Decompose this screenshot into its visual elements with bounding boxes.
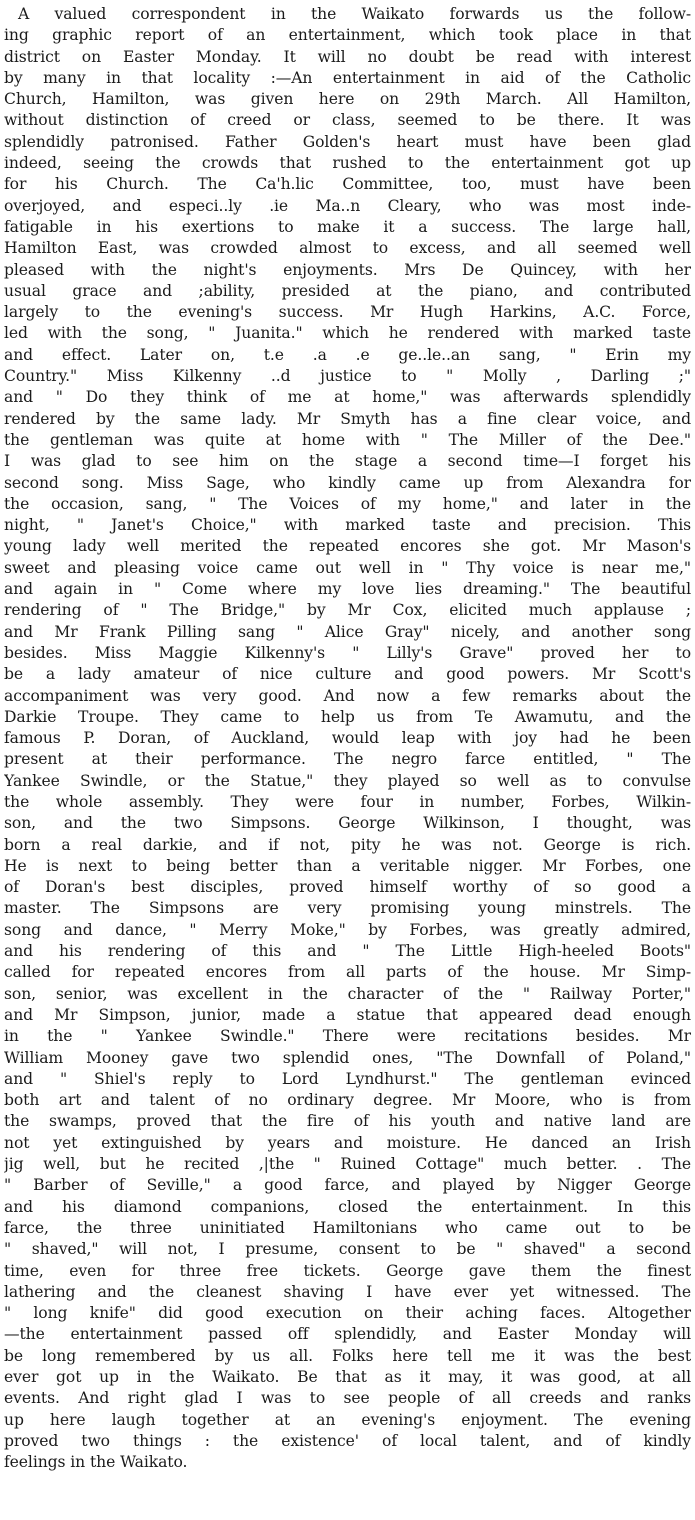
article-line: the whole assembly. They were four in number, Forbes, Wilkin- [4,792,691,811]
article-line: and Mr Frank Pilling sang " Alice Gray" nicely, and another song [4,622,691,641]
article-line: song and dance, " Merry Moke," by Forbes, was greatly admired, [4,920,691,939]
article-line: Church, Hamilton, was given here on 29th March. All Hamilton, [4,90,691,109]
article-line: be a lady amateur of nice culture and good powers. Mr Scott's [4,665,691,684]
article-line: " Barber of Seville," a good farce, and played by Nigger George [4,1176,691,1195]
article-line: ing graphic report of an entertainment, which took place in that [4,26,691,45]
article-line: son, and the two Simpsons. George Wilkinson, I thought, was [4,814,691,833]
article-line: largely to the evening's success. Mr Hugh Harkins, A.C. Force, [4,303,691,322]
article-line: led with the song, " Juanita." which he rendered with marked taste [4,324,691,343]
article-line: pleased with the night's enjoyments. Mrs De Quincey, with her [4,260,691,279]
article-line: rendering of " The Bridge," by Mr Cox, elicited much applause ; [4,601,691,620]
article-line: jig well, but he recited ,|the " Ruined Cottage" much better. . The [4,1155,691,1174]
article-line: night, " Janet's Choice," with marked taste and precision. This [4,516,691,535]
article-line: the occasion, sang, " The Voices of my home," and later in the [4,494,691,513]
article-line: usual grace and ;ability, presided at the piano, and contributed [4,281,691,300]
article-line: overjoyed, and especi..ly .ie Ma..n Cleary, who was most inde- [4,196,691,215]
article-line: for his Church. The Ca'h.lic Committee, too, must have been [4,175,691,194]
article-line: and " Do they think of me at home," was afterwards splendidly [4,388,691,407]
article-line: farce, the three uninitiated Hamiltonians who came out to be [4,1218,691,1237]
article-line: the gentleman was quite at home with " The Miller of the Dee." [4,430,691,449]
article-line: by many in that locality :—An entertainment in aid of the Catholic [4,68,691,87]
article-line: William Mooney gave two splendid ones, "The Downfall of Poland," [4,1048,691,1067]
article-line: present at their performance. The negro farce entitled, " The [4,750,691,769]
article-line: He is next to being better than a veritable nigger. Mr Forbes, one [4,856,691,875]
article-line: district on Easter Monday. It will no doubt be read with interest [4,47,691,66]
article-line: besides. Miss Maggie Kilkenny's " Lilly's Grave" proved her to [4,643,691,662]
article-line: the swamps, proved that the fire of his youth and native land are [4,1112,691,1131]
article-line: up here laugh together at an evening's enjoyment. The evening [4,1410,691,1429]
article-line: sweet and pleasing voice came out well in " Thy voice is near me," [4,558,691,577]
article-line: Hamilton East, was crowded almost to excess, and all seemed well [4,239,691,258]
article-line: without distinction of creed or class, seemed to be there. It was [4,111,691,130]
article-line: feelings in the Waikato. [4,1453,188,1472]
article-line: splendidly patronised. Father Golden's heart must have been glad [4,132,691,151]
article-line: born a real darkie, and if not, pity he was not. George is rich. [4,835,691,854]
article-line: time, even for three free tickets. George gave them the finest [4,1261,691,1280]
article-line: and his diamond companions, closed the entertainment. In this [4,1197,691,1216]
article-line: ever got up in the Waikato. Be that as it may, it was good, at all [4,1368,691,1386]
article-line: Darkie Troupe. They came to help us from Te Awamutu, and the [4,707,691,726]
article-line: and his rendering of this and " The Little High-heeled Boots" [4,942,691,961]
article-line: A valued correspondent in the Waikato forwards us the follow- [18,5,691,23]
article-line: young lady well merited the repeated encores she got. Mr Mason's [4,537,691,556]
article-line: and effect. Later on, t.e .a .e ge..le..an sang, " Erin my [4,345,691,364]
article-line: of Doran's best disciples, proved himself worthy of so good a [4,878,691,897]
article-line: " shaved," will not, I presume, consent to be " shaved" a second [4,1240,691,1259]
article-line: famous P. Doran, of Auckland, would leap with joy had he been [4,729,691,748]
article-line: in the " Yankee Swindle." There were recitations besides. Mr [4,1027,691,1046]
article-line: rendered by the same lady. Mr Smyth has a fine clear voice, and [4,409,691,428]
article-line: and again in " Come where my love lies dreaming." The beautiful [4,580,691,599]
article-line: I was glad to see him on the stage a second time—I forget his [4,452,691,471]
article-line: —the entertainment passed off splendidly, and Easter Monday will [4,1325,691,1344]
article-line: accompaniment was very good. And now a few remarks about the [4,686,691,705]
article-line: indeed, seeing the crowds that rushed to the entertainment got up [4,154,691,173]
article-line: called for repeated encores from all parts of the house. Mr Simp- [4,963,691,982]
article-line: not yet extinguished by years and moisture. He danced an Irish [4,1133,691,1152]
article-line: and Mr Simpson, junior, made a statue that appeared dead enough [4,1005,691,1024]
article-line: fatigable in his exertions to make it a success. The large hall, [4,217,691,236]
article-line: proved two things : the existence' of local talent, and of kindly [4,1431,691,1450]
article-line: and " Shiel's reply to Lord Lyndhurst." The gentleman evinced [4,1069,691,1088]
article-line: both art and talent of no ordinary degree. Mr Moore, who is from [4,1091,691,1110]
newspaper-article [4,4,691,1516]
article-line: " long knife" did good execution on their aching faces. Altogether [4,1304,691,1323]
article-line: lathering and the cleanest shaving I have ever yet witnessed. The [4,1282,691,1301]
article-line: Yankee Swindle, or the Statue," they played so well as to convulse [4,771,691,790]
article-line: be long remembered by us all. Folks here tell me it was the best [4,1346,691,1365]
article-line: master. The Simpsons are very promising young minstrels. The [4,899,691,918]
article-line: second song. Miss Sage, who kindly came up from Alexandra for [4,473,691,492]
article-line: son, senior, was excellent in the character of the " Railway Porter," [4,984,691,1003]
article-line: Country." Miss Kilkenny ..d justice to " Molly , Darling ;" [4,367,691,386]
article-line: events. And right glad I was to see people of all creeds and ranks [4,1389,691,1408]
